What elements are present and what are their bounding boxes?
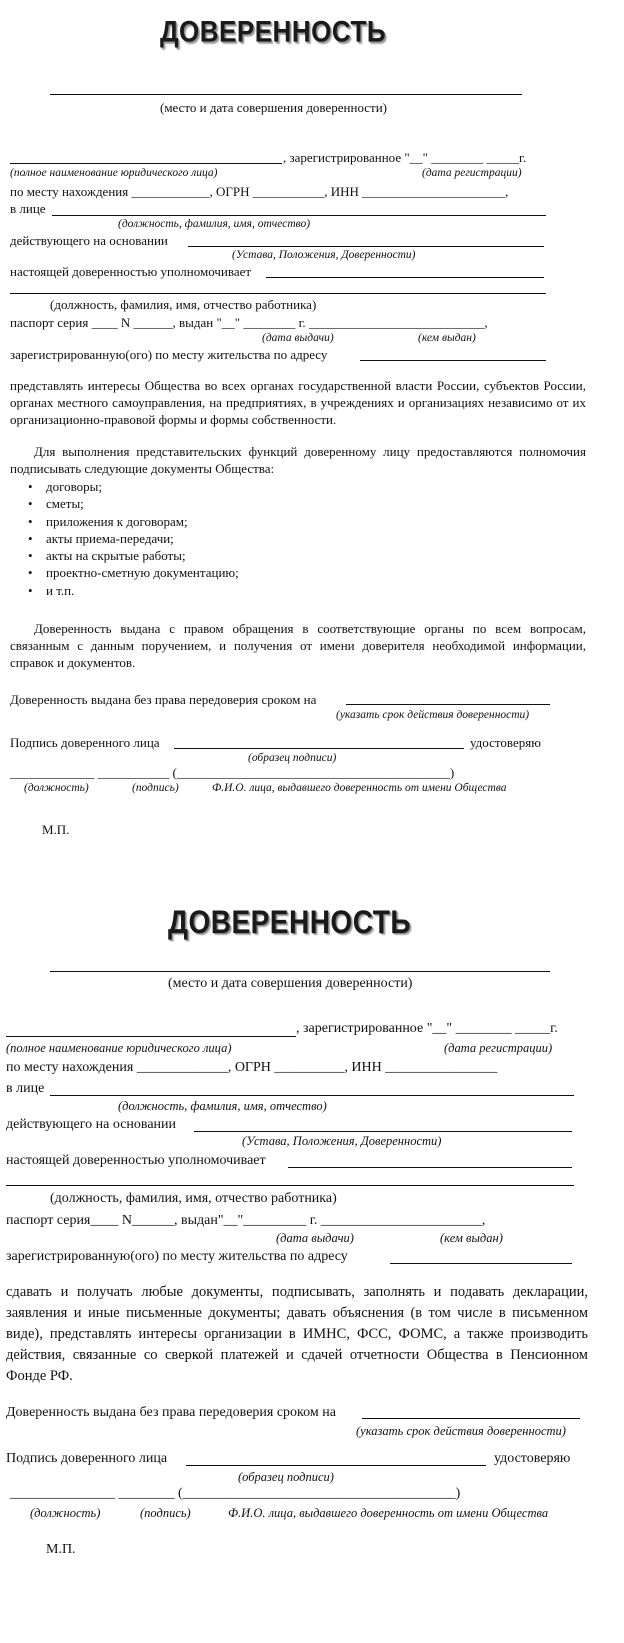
position-caption: (должность, фамилия, имя, отчество) bbox=[118, 1099, 327, 1113]
signer-row: _____________ ___________ (__________________________________________) bbox=[10, 765, 455, 780]
in-person-label: в лице bbox=[6, 1081, 45, 1096]
authority-paragraph: представлять интересы Общества во всех органах государственной власти России, субъектов России, органах местного самоуправления, на предприятиях, в учреждениях и организациях независимо от их организационно-правовой формы и формы собственности. bbox=[10, 378, 586, 427]
residence-line bbox=[360, 360, 546, 361]
employee-caption: (должность, фамилия, имя, отчество работника) bbox=[50, 1191, 337, 1206]
in-person-label: в лице bbox=[10, 201, 46, 216]
signature-caption: (образец подписи) bbox=[238, 1470, 334, 1484]
authorize-line bbox=[266, 277, 544, 278]
term-label: Доверенность выдана без права передоверия сроком на bbox=[6, 1405, 336, 1420]
certify-label: удостоверяю bbox=[494, 1451, 571, 1466]
reg-date-caption: (дата регистрации) bbox=[422, 167, 522, 179]
signature-line bbox=[174, 748, 464, 749]
signature-caption: (образец подписи) bbox=[248, 752, 337, 764]
passport-row: паспорт серия____ N______, выдан"__"_________ г. _______________________, bbox=[6, 1213, 486, 1228]
in-person-line bbox=[50, 1095, 574, 1096]
legal-name-caption: (полное наименование юридического лица) bbox=[6, 1041, 232, 1055]
term-caption: (указать срок действия доверенности) bbox=[356, 1424, 566, 1438]
authority-paragraph: сдавать и получать любые документы, подписывать, заполнять и подавать декларации, заявления и иные письменные документы; давать объяснения (в том числе в письменном виде), представлять интересы организации в ИМНС, ФСС, ФОМС, а также производить действия, связанные со сверкой платежей и сдачей отчетности Общества в Пенсионном Фонде РФ. bbox=[6, 1284, 588, 1384]
signing-powers-paragraph: Для выполнения представительских функций доверенному лицу предоставляются полномочия подписывать следующие документы Общества: bbox=[10, 444, 586, 476]
term-label: Доверенность выдана без права передоверия сроком на bbox=[10, 692, 317, 707]
employee-caption: (должность, фамилия, имя, отчество работника) bbox=[50, 297, 317, 312]
issued-by-caption: (кем выдан) bbox=[440, 1231, 503, 1245]
certify-label: удостоверяю bbox=[470, 735, 541, 750]
fio-caption: Ф.И.О. лица, выдавшего доверенность от имени Общества bbox=[228, 1506, 549, 1520]
list-item: • договоры; bbox=[24, 478, 239, 495]
document-title: ДОВЕРЕННОСТЬ bbox=[168, 904, 411, 940]
acting-line bbox=[194, 1131, 572, 1132]
term-line bbox=[346, 704, 550, 705]
signature-label: Подпись доверенного лица bbox=[6, 1451, 168, 1466]
fio-caption: Ф.И.О. лица, выдавшего доверенность от имени Общества bbox=[212, 782, 507, 794]
acting-label: действующего на основании bbox=[6, 1117, 177, 1132]
legal-name-caption: (полное наименование юридического лица) bbox=[10, 167, 218, 179]
sign-caption: (подпись) bbox=[140, 1506, 191, 1520]
signature-label: Подпись доверенного лица bbox=[10, 735, 160, 750]
in-person-line bbox=[52, 215, 546, 216]
registered-label: , зарегистрированное "__" ________ _____г. bbox=[283, 150, 527, 165]
location-row: по месту нахождения ____________, ОГРН ___________, ИНН ______________________, bbox=[10, 184, 509, 199]
charter-caption: (Устава, Положения, Доверенности) bbox=[242, 1134, 442, 1148]
term-caption: (указать срок действия доверенности) bbox=[336, 709, 530, 721]
legal-name-line bbox=[10, 163, 282, 164]
sign-caption: (подпись) bbox=[132, 782, 179, 794]
place-date-line bbox=[50, 94, 522, 95]
list-item: • и т.п. bbox=[24, 582, 239, 599]
signature-line bbox=[186, 1465, 486, 1466]
power-of-attorney-tax bbox=[0, 900, 624, 1643]
list-item: • проектно-сметную документацию; bbox=[24, 564, 239, 581]
position-caption-2: (должность) bbox=[24, 782, 89, 794]
list-item: • приложения к договорам; bbox=[24, 513, 239, 530]
registered-label: , зарегистрированное "__" ________ _____г. bbox=[296, 1021, 558, 1036]
place-date-caption: (место и дата совершения доверенности) bbox=[168, 976, 413, 991]
signer-row: _______________ ________ (_______________________________________) bbox=[10, 1486, 461, 1501]
employee-line bbox=[6, 1185, 574, 1186]
residence-label: зарегистрированную(ого) по месту жительства по адресу bbox=[10, 347, 328, 362]
term-line bbox=[362, 1418, 580, 1419]
stamp-label: М.П. bbox=[46, 1542, 76, 1557]
acting-line bbox=[188, 246, 544, 247]
residence-line bbox=[390, 1263, 572, 1264]
authorize-line bbox=[288, 1167, 572, 1168]
place-date-line bbox=[50, 971, 550, 972]
stamp-label: М.П. bbox=[42, 822, 70, 837]
list-item: • сметы; bbox=[24, 495, 239, 512]
issue-date-caption: (дата выдачи) bbox=[262, 332, 334, 344]
list-item: • акты на скрытые работы; bbox=[24, 547, 239, 564]
reg-date-caption: (дата регистрации) bbox=[444, 1041, 553, 1055]
place-date-caption: (место и дата совершения доверенности) bbox=[160, 100, 388, 115]
legal-name-line bbox=[6, 1036, 296, 1037]
authorize-label: настоящей доверенностью уполномочивает bbox=[10, 264, 252, 279]
residence-label: зарегистрированную(ого) по месту жительства по адресу bbox=[6, 1249, 348, 1264]
issued-by-caption: (кем выдан) bbox=[418, 332, 476, 344]
position-caption-2: (должность) bbox=[30, 1506, 101, 1520]
charter-caption: (Устава, Положения, Доверенности) bbox=[232, 249, 416, 261]
location-row: по месту нахождения _____________, ОГРН __________, ИНН ________________ bbox=[6, 1060, 498, 1075]
passport-row: паспорт серия ____ N ______, выдан "__" ________ г. ___________________________, bbox=[10, 315, 488, 330]
list-item: • акты приема-передачи; bbox=[24, 530, 239, 547]
appeal-rights-paragraph: Доверенность выдана с правом обращения в соответствующие органы по всем вопросам, связанным с данным поручением, и получения от имени доверителя необходимой информации, справок и документов. bbox=[10, 621, 586, 670]
acting-label: действующего на основании bbox=[10, 233, 168, 248]
position-caption: (должность, фамилия, имя, отчество) bbox=[118, 218, 311, 230]
employee-line bbox=[10, 293, 546, 294]
document-title: ДОВЕРЕННОСТЬ bbox=[160, 14, 387, 49]
issue-date-caption: (дата выдачи) bbox=[276, 1231, 354, 1245]
document-list bbox=[24, 478, 239, 599]
authorize-label: настоящей доверенностью уполномочивает bbox=[6, 1153, 266, 1168]
